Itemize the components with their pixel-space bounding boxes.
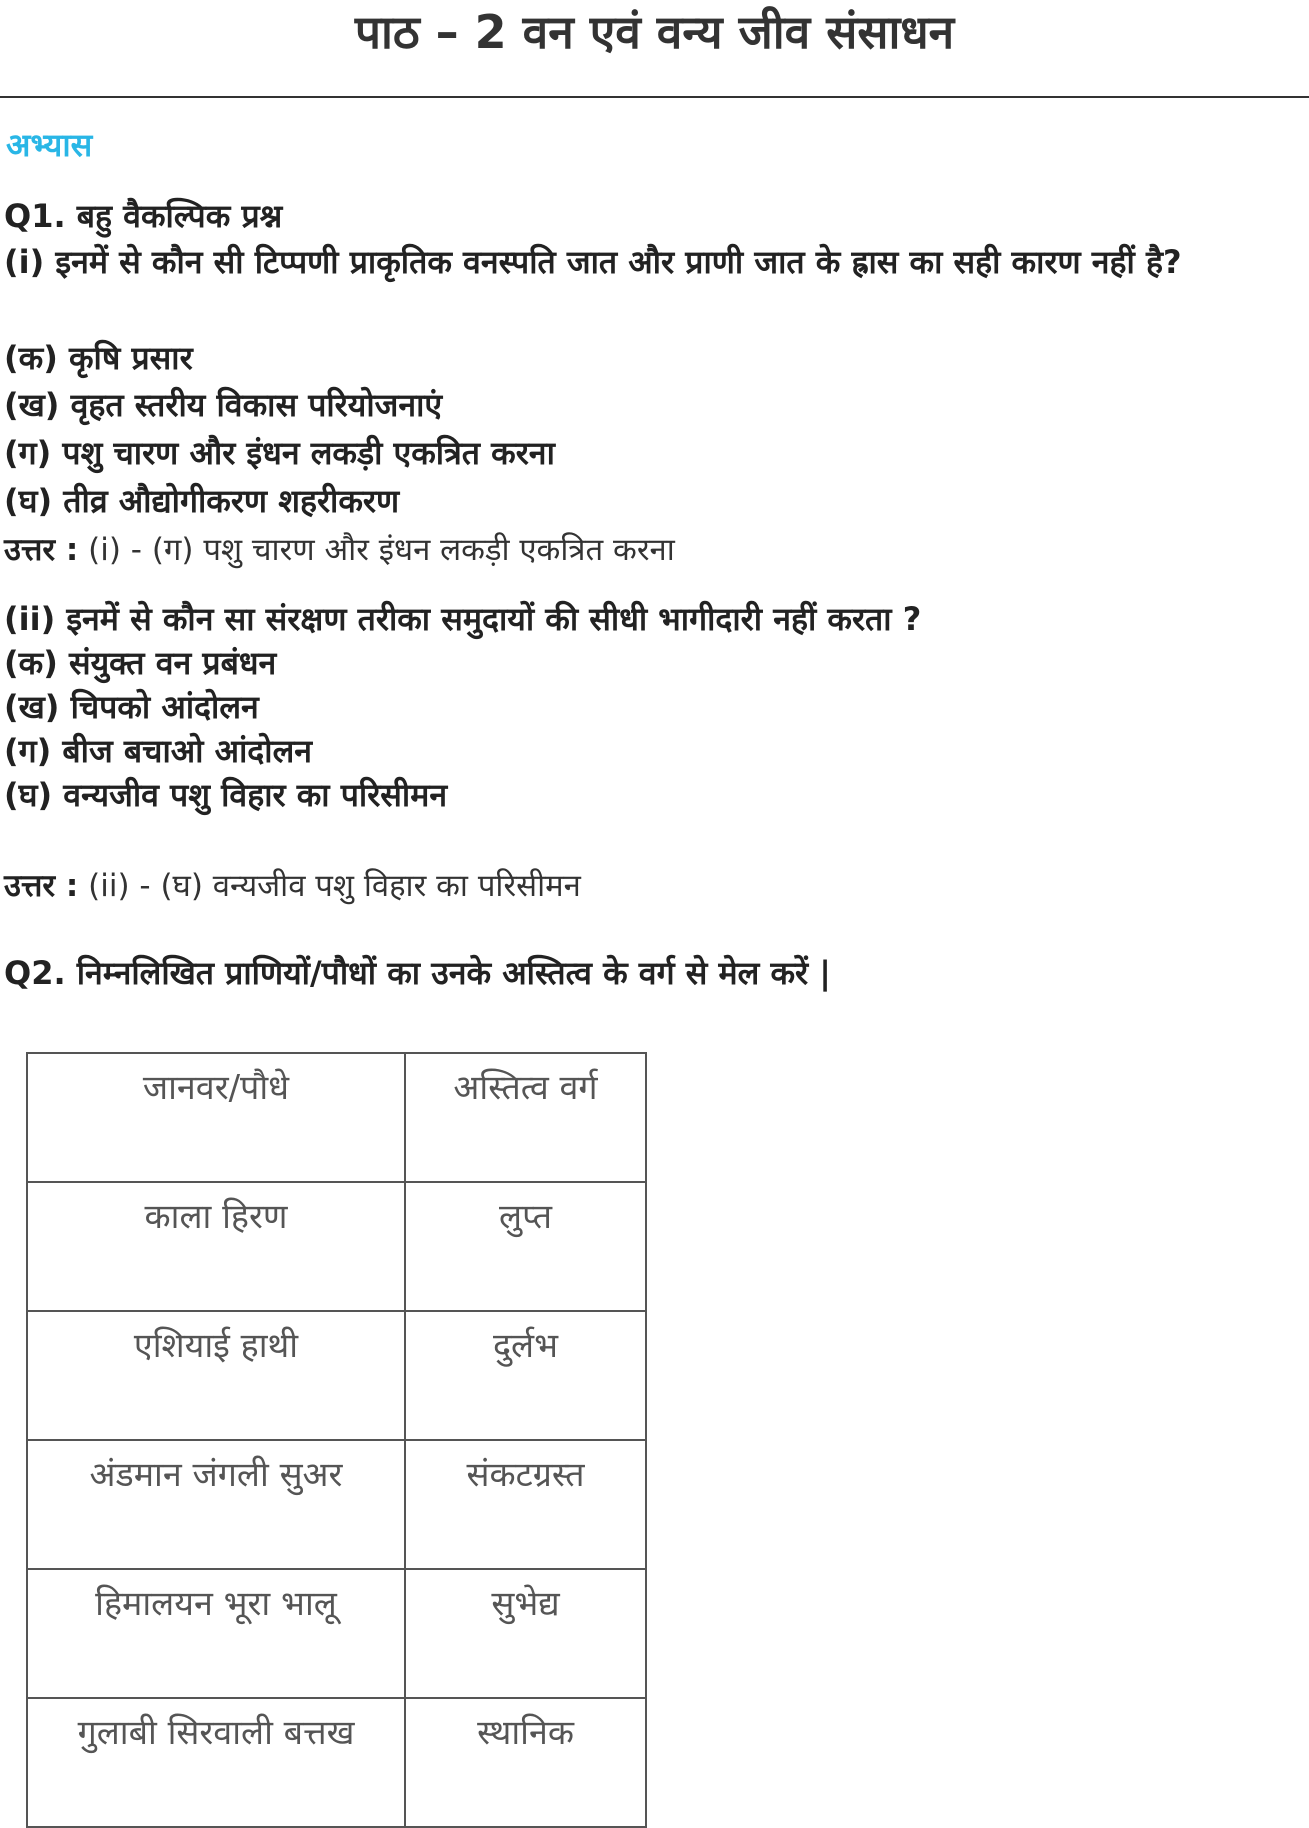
answer-label: उत्तर : — [4, 868, 79, 904]
cell-animal: हिमालयन भूरा भालू — [27, 1569, 405, 1698]
q1-ii-option-a: (क) संयुक्त वन प्रबंधन — [4, 644, 277, 682]
table-row — [27, 1698, 646, 1827]
cell-animal: गुलाबी सिरवाली बत्तख — [27, 1698, 405, 1827]
cell-category: संकटग्रस्त — [405, 1440, 646, 1569]
header-cell-animal: जानवर/पौधे — [27, 1053, 405, 1182]
title-divider — [0, 96, 1309, 98]
cell-animal: काला हिरण — [27, 1182, 405, 1311]
q1-i-answer — [4, 528, 675, 572]
answer-text: (i) - (ग) पशु चारण और इंधन लकड़ी एकत्रित करना — [88, 532, 675, 568]
table-row — [27, 1182, 646, 1311]
page-title: पाठ – 2 वन एवं वन्य जीव संसाधन — [354, 5, 955, 59]
q1-i-option-c: (ग) पशु चारण और इंधन लकड़ी एकत्रित करना — [4, 434, 555, 472]
q2-heading: Q2. निम्नलिखित प्राणियों/पौधों का उनके अस्तित्व के वर्ग से मेल करें | — [4, 954, 831, 992]
table-header-row — [27, 1053, 646, 1182]
q1-heading: Q1. बहु वैकल्पिक प्रश्न — [4, 197, 283, 235]
table-row — [27, 1311, 646, 1440]
cell-category: स्थानिक — [405, 1698, 646, 1827]
q1-ii-option-d: (घ) वन्यजीव पशु विहार का परिसीमन — [4, 776, 448, 814]
table-row — [27, 1440, 646, 1569]
header-cell-category: अस्तित्व वर्ग — [405, 1053, 646, 1182]
q1-i-option-d: (घ) तीव्र औद्योगीकरण शहरीकरण — [4, 482, 400, 520]
q1-ii-answer — [4, 864, 581, 908]
cell-animal: अंडमान जंगली सुअर — [27, 1440, 405, 1569]
cell-category: लुप्त — [405, 1182, 646, 1311]
cell-category: दुर्लभ — [405, 1311, 646, 1440]
q1-i-option-a: (क) कृषि प्रसार — [4, 339, 193, 377]
q1-ii-option-b: (ख) चिपको आंदोलन — [4, 688, 259, 726]
q1-i-option-b: (ख) वृहत स्तरीय विकास परियोजनाएं — [4, 386, 443, 424]
match-table — [26, 1052, 647, 1828]
cell-animal: एशियाई हाथी — [27, 1311, 405, 1440]
q1-ii-option-c: (ग) बीज बचाओ आंदोलन — [4, 732, 313, 770]
answer-text: (ii) - (घ) वन्यजीव पशु विहार का परिसीमन — [88, 868, 581, 904]
q1-i-question: (i) इनमें से कौन सी टिप्पणी प्राकृतिक वनस्पति जात और प्राणी जात के ह्रास का सही कारण नहीं है? — [4, 243, 1182, 281]
answer-label: उत्तर : — [4, 532, 79, 568]
cell-category: सुभेद्य — [405, 1569, 646, 1698]
section-heading: अभ्यास — [6, 126, 93, 164]
table-row — [27, 1569, 646, 1698]
q1-ii-question: (ii) इनमें से कौन सा संरक्षण तरीका समुदायों की सीधी भागीदारी नहीं करता ? — [4, 600, 922, 638]
